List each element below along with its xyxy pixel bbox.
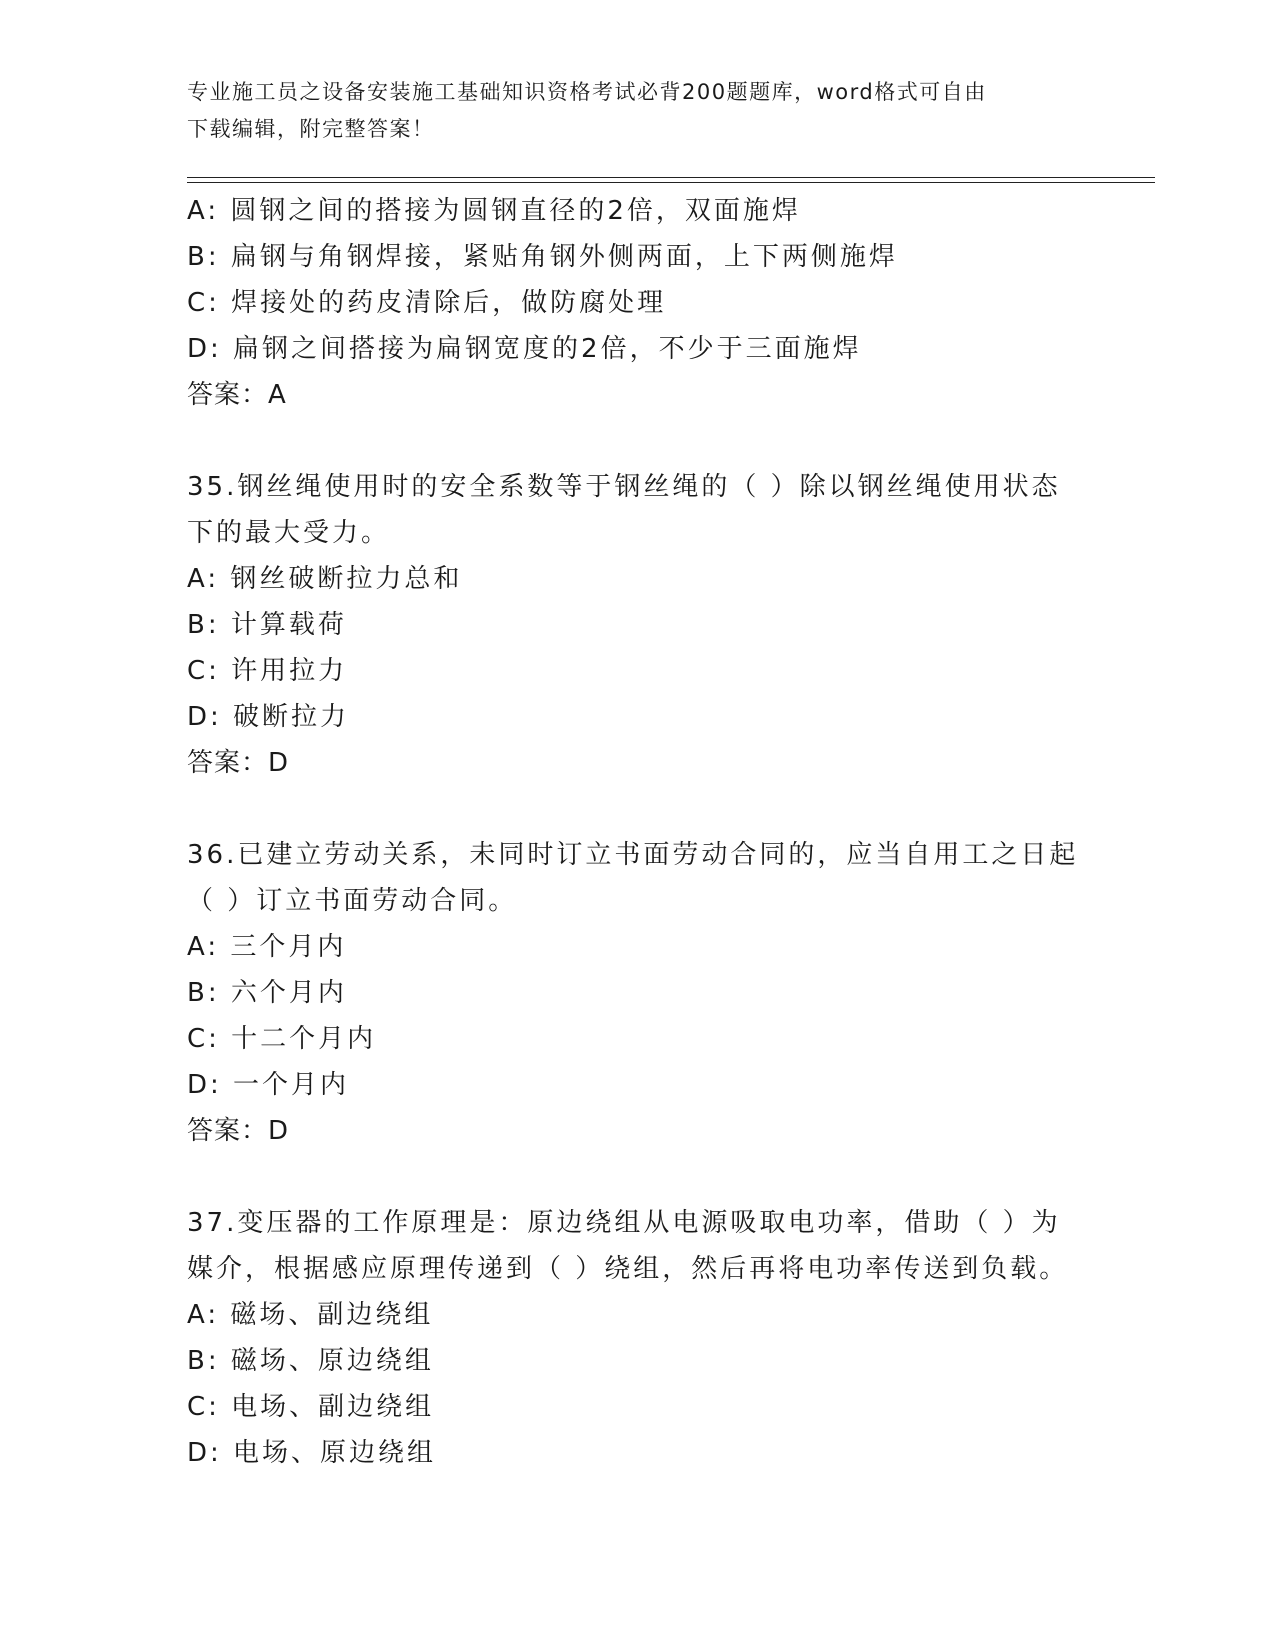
question-36 (187, 832, 1087, 1154)
option-d: D: 扁钢之间搭接为扁钢宽度的2倍，不少于三面施焊 (187, 334, 862, 364)
option-c: C: 许用拉力 (187, 656, 348, 686)
answer: 答案：A (187, 380, 287, 410)
option-b: B: 六个月内 (187, 978, 347, 1008)
question-stem-line-2: （ ）订立书面劳动合同。 (187, 886, 518, 916)
option-b: B: 扁钢与角钢焊接，紧贴角钢外侧两面，上下两侧施焊 (187, 242, 898, 272)
option-d: D: 电场、原边绕组 (187, 1438, 437, 1468)
question-stem-line-2: 下的最大受力。 (187, 518, 391, 548)
header-title-line-2: 下载编辑，附完整答案！ (187, 117, 435, 141)
option-a: A: 磁场、副边绕组 (187, 1300, 434, 1330)
answer: 答案：D (187, 748, 290, 778)
question-list (187, 188, 1087, 1476)
option-a: A: 圆钢之间的搭接为圆钢直径的2倍，双面施焊 (187, 196, 801, 226)
answer: 答案：D (187, 1116, 290, 1146)
option-c: C: 焊接处的药皮清除后，做防腐处理 (187, 288, 667, 318)
question-stem-line-1: 36.已建立劳动关系，未同时订立书面劳动合同的，应当自用工之日起 (187, 840, 1079, 870)
header-title-line-1: 专业施工员之设备安装施工基础知识资格考试必背200题题库，word格式可自由 (187, 80, 987, 104)
option-c: C: 十二个月内 (187, 1024, 377, 1054)
option-c: C: 电场、副边绕组 (187, 1392, 435, 1422)
header-divider-top (187, 177, 1155, 178)
header-divider-bottom (187, 182, 1155, 183)
spacer (187, 786, 1087, 832)
option-b: B: 计算载荷 (187, 610, 347, 640)
spacer (187, 418, 1087, 464)
question-34 (187, 188, 1087, 418)
option-d: D: 一个月内 (187, 1070, 350, 1100)
question-37 (187, 1200, 1087, 1476)
question-35 (187, 464, 1087, 786)
option-b: B: 磁场、原边绕组 (187, 1346, 434, 1376)
question-stem-line-2: 媒介，根据感应原理传递到（ ）绕组，然后再将电功率传送到负载。 (187, 1254, 1069, 1284)
question-stem-line-1: 35.钢丝绳使用时的安全系数等于钢丝绳的（ ）除以钢丝绳使用状态 (187, 472, 1061, 502)
question-stem-line-1: 37.变压器的工作原理是：原边绕组从电源吸取电功率，借助（ ）为 (187, 1208, 1061, 1238)
document-header (187, 74, 1087, 148)
spacer (187, 1154, 1087, 1200)
option-a: A: 三个月内 (187, 932, 347, 962)
option-d: D: 破断拉力 (187, 702, 350, 732)
option-a: A: 钢丝破断拉力总和 (187, 564, 463, 594)
